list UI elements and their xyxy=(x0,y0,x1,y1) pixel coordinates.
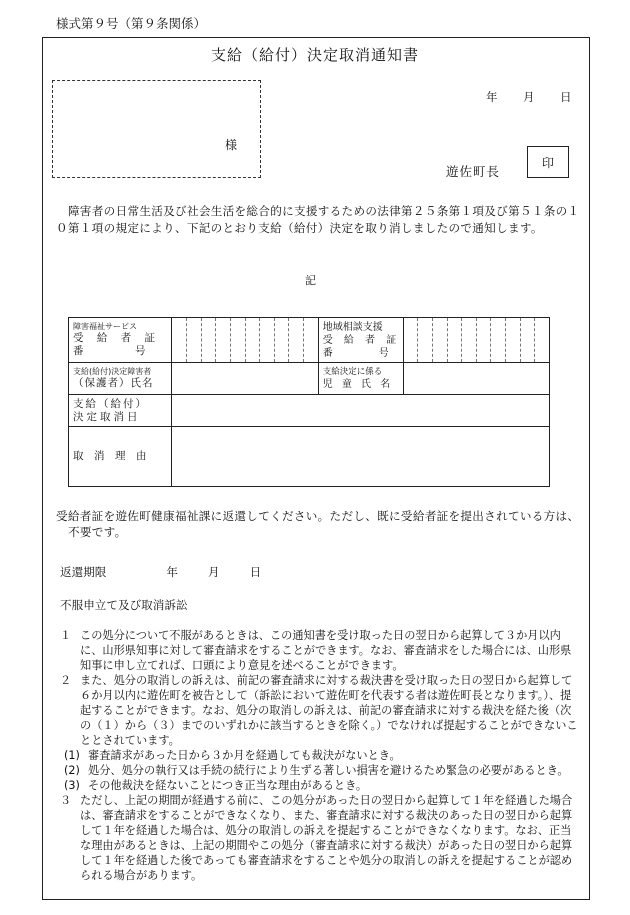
person-label-small: 支給(給付)決定障害者 xyxy=(73,367,152,376)
cancel-date-line1: 支給（給付） xyxy=(73,397,148,410)
appeal-item-1 xyxy=(60,628,582,673)
appeal-item-num: ２ xyxy=(60,674,72,687)
appeal-item-num: １ xyxy=(60,629,72,642)
cert-label-small: 障害福祉サービス xyxy=(73,322,137,331)
appeal-item-text: ただし、上記の期間が経過する前に、この処分があった日の翌日から起算して１年を経過した場合は、審査請求をすることができなくなり、また、審査請求に対する裁決のあった日の翌日から起算して１年を経過した場合は、処分の取消しの訴えを提起することができなくなります。なお、正当な理由があるときは、上記の期間やこの処分（審査請求に対する裁決）があった日の翌日から起算して１年を経過した後であっても審査請求をすることや処分の取消しの訴えを提起することが認められる場合があります。 xyxy=(80,794,573,882)
issuer-mayor: 遊佐町長 xyxy=(446,164,501,179)
cert-number-cells xyxy=(172,318,318,363)
issue-date xyxy=(486,89,572,105)
appeal-subitem-3 xyxy=(60,778,582,793)
appeal-title: 不服申立て及び取消訴訟 xyxy=(60,598,188,612)
person-name-label xyxy=(69,363,172,395)
deadline-month: 月 xyxy=(208,565,220,579)
cancel-date-line2: 決定取消日 xyxy=(73,410,141,423)
person-label-line2: （保護者）氏名 xyxy=(73,377,154,389)
consult-number-label xyxy=(318,318,403,363)
deadline-label: 返還期限 xyxy=(60,565,107,579)
appeal-subitem-text: 審査請求があった日から３か月を経過しても裁決がないとき。 xyxy=(88,749,401,762)
appeal-subitem-num: (3) xyxy=(64,779,80,792)
intro-paragraph: 障害者の日常生活及び社会生活を総合的に支援するための法律第２５条第１項及び第５１条の１０第１項の規定により、下記のとおり支給（給付）決定を取り消しましたので通知します。 xyxy=(56,204,580,235)
recipient-address-box xyxy=(52,80,261,178)
document-title: 支給（給付）決定取消通知書 xyxy=(210,46,419,64)
appeal-subitem-2 xyxy=(60,763,582,778)
date-year: 年 xyxy=(486,90,498,104)
consult-label-line3: 番 号 xyxy=(322,347,393,359)
appeal-item-text: また、処分の取消しの訴えは、前記の審査請求に対する裁決書を受け取った日の翌日から起算して６か月以内に遊佐町を被告として（訴訟において遊佐町を代表する者は遊佐町長となります。）、提起することができます。なお、処分の取消しの訴えは、前記の審査請求に対する裁決を経た後（次の（１）から（３）までのいずれかに該当するときを除く。）でなければ提起することができないこととされています。 xyxy=(80,674,578,747)
consult-number-cells xyxy=(403,318,549,363)
consult-label-line2: 受 給 者 証 xyxy=(322,334,401,346)
appeal-list xyxy=(60,628,582,883)
child-name-value[interactable] xyxy=(403,363,549,395)
appeal-item-num: ３ xyxy=(60,794,72,807)
reason-label xyxy=(69,427,172,487)
consult-label-line1: 地域相談支援 xyxy=(322,321,383,333)
appeal-subitem-text: その他裁決を経ないことにつき正当な理由があるとき。 xyxy=(88,779,368,792)
reason-value[interactable] xyxy=(172,427,550,487)
appeal-item-2 xyxy=(60,673,582,748)
appeal-subitem-1 xyxy=(60,748,582,763)
appeal-subitem-num: (1) xyxy=(64,749,80,762)
form-number-label: 様式第９号（第９条関係） xyxy=(56,16,207,31)
date-month: 月 xyxy=(523,90,535,104)
child-label-line2: 児 童 氏 名 xyxy=(322,378,394,390)
ki-heading: 記 xyxy=(305,274,316,287)
person-name-value[interactable] xyxy=(172,363,318,395)
date-day: 日 xyxy=(560,90,572,104)
seal-label: 印 xyxy=(541,155,554,170)
child-name-label xyxy=(318,363,403,395)
cancel-date-label xyxy=(69,395,172,427)
return-notice: 受給者証を遊佐町健康福祉課に返還してください。ただし、既に受給者証を提出されている方は、不要です。 xyxy=(56,509,580,539)
appeal-item-text: この処分について不服があるときは、この通知書を受け取った日の翌日から起算して３か月以内に、山形県知事に対して審査請求をすることができます。なお、審査請求をした場合には、山形県知事に申し立てれば、口頭により意見を述べることができます。 xyxy=(80,629,572,672)
appeal-subitem-text: 処分、処分の執行又は手続の続行により生ずる著しい損害を避けるため緊急の必要があるとき。 xyxy=(88,764,569,777)
return-deadline xyxy=(60,564,261,580)
child-label-small: 支給決定に係る xyxy=(322,366,383,377)
appeal-item-3 xyxy=(60,793,582,883)
deadline-day: 日 xyxy=(249,565,262,579)
cert-label-line1: 受 給 者 証 xyxy=(73,332,161,344)
cert-number-label xyxy=(69,318,172,363)
cancel-date-value[interactable] xyxy=(172,395,550,427)
info-table xyxy=(68,317,550,487)
cert-label-line2: 番 号 xyxy=(73,345,151,357)
seal-box xyxy=(527,146,569,178)
reason-label-text: 取 消 理 由 xyxy=(73,450,147,462)
appeal-subitem-num: (2) xyxy=(64,764,80,777)
recipient-honorific: 様 xyxy=(225,138,238,152)
deadline-year: 年 xyxy=(166,565,178,579)
